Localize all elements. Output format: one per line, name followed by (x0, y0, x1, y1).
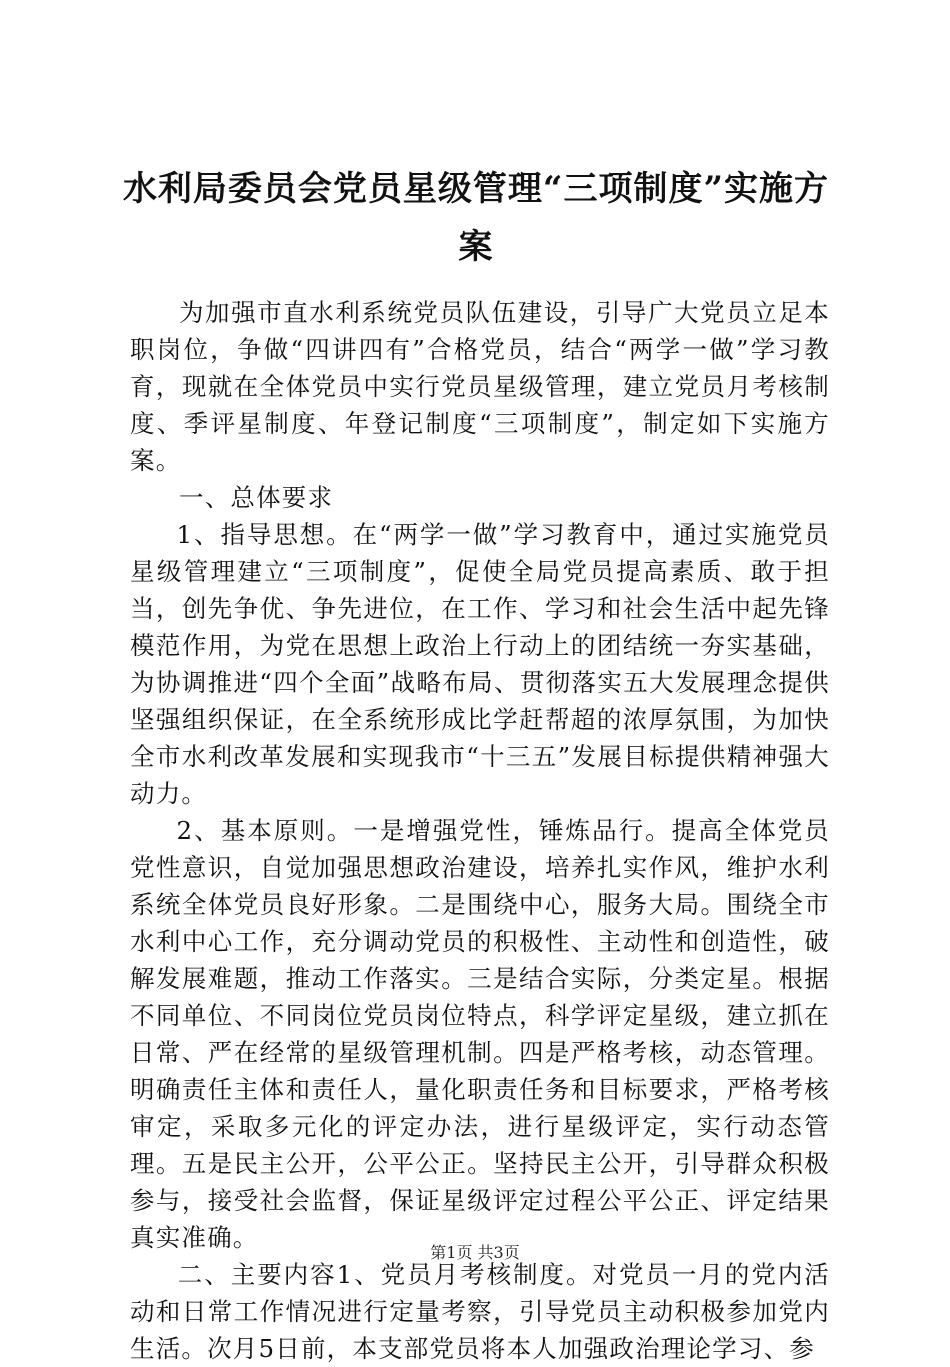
paragraph-guiding-ideology: 1、指导思想。在“两学一做”学习教育中，通过实施党员星级管理建立“三项制度”，促使全局党员提高素质、敢于担当，创先争优、争先进位，在工作、学习和社会生活中起先锋模范作用，为党在思想上政治上行动上的团结统一夯实基础，为协调推进“四个全面”战略布局、贯彻落实五大发展理念提供坚强组织保证，在全系统形成比学赶帮超的浓厚氛围，为加快全市水利改革发展和实现我市“十三五”发展目标提供精神强大动力。 (130, 520, 830, 808)
section-heading-general-requirements: 一、总体要求 (179, 483, 334, 512)
paragraph-basic-principles: 2、基本原则。一是增强党性，锤炼品行。提高全体党员党性意识，自觉加强思想政治建设，培养扎实作风，维护水利系统全体党员良好形象。二是围绕中心，服务大局。围绕全市水利中心工作，充分调动党员的积极性、主动性和创造性，破解发展难题，推动工作落实。三是结合实际，分类定星。根据不同单位、不同岗位党员岗位特点，科学评定星级，建立抓在日常、严在经常的星级管理机制。四是严格考核，动态管理。明确责任主体和责任人，量化职责任务和目标要求，严格考核审定，采取多元化的评定办法，进行星级评定，实行动态管理。五是民主公开，公平公正。坚持民主公开，引导群众积极参与，接受社会监督，保证星级评定过程公平公正、评定结果真实准确。 (130, 816, 830, 1252)
document-title: 水利局委员会党员星级管理“三项制度”实施方案 (122, 169, 830, 267)
paragraph-main-content: 二、主要内容1、党员月考核制度。对党员一月的党内活动和日常工作情况进行定量考察，引导党员主动积极参加党内生活。次月5日前，本支部党员将本人加强政治理论学习、参 (130, 1260, 830, 1363)
intro-paragraph: 为加强市直水利系统党员队伍建设，引导广大党员立足本职岗位，争做“四讲四有”合格党员，结合“两学一做”学习教育，现就在全体党员中实行党员星级管理，建立党员月考核制度、季评星制度、年登记制度“三项制度”，制定如下实施方案。 (130, 298, 830, 475)
page-number-footer: 第1页 共3页 (430, 1243, 520, 1262)
document-body (130, 294, 830, 1367)
